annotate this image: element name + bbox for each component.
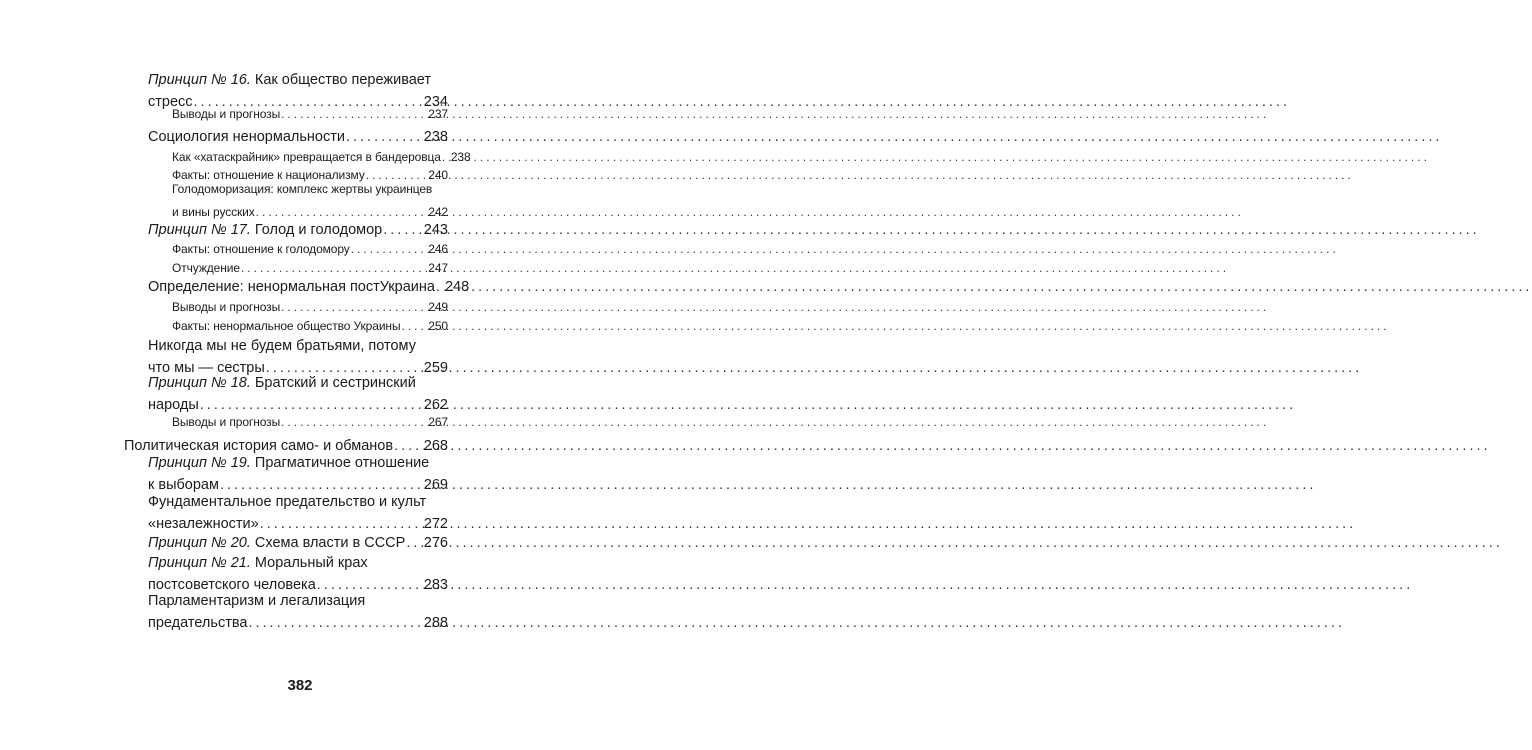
entry-page: 272 <box>423 516 448 532</box>
leader-dots <box>260 516 423 532</box>
entry-page: 234 <box>423 94 448 110</box>
entry-title: народы <box>148 397 199 413</box>
entry-page: 246 <box>428 242 448 256</box>
entry-page: 288 <box>423 615 448 631</box>
entry-title: постсоветского человека <box>148 577 316 593</box>
leader-dots <box>266 360 423 376</box>
toc-entry <box>148 593 448 631</box>
entry-title: «незалежности» <box>148 516 259 532</box>
leader-dots <box>256 205 428 219</box>
entry-prefix: Принцип № 20. <box>148 535 251 551</box>
toc-entry <box>124 435 448 454</box>
entry-page: 242 <box>428 205 448 219</box>
entry-title: Прагматичное отношение <box>250 455 430 471</box>
entry-title: что мы — сестры <box>148 360 265 376</box>
entry-title: Политическая история само- и обманов <box>124 438 394 454</box>
entry-title: Фундаментальное предательство и культ <box>148 494 427 510</box>
toc-entry <box>172 257 448 275</box>
entry-title: предательства <box>148 615 248 631</box>
leader-dots <box>281 107 427 121</box>
entry-title: Братский и сестринский <box>250 375 416 391</box>
entry-title: к выборам <box>148 477 219 493</box>
entry-title: Голодоморизация: комплекс жертвы украинцев <box>172 182 433 196</box>
leader-dots <box>401 319 427 333</box>
leader-dots <box>248 615 422 631</box>
entry-title: Социология ненормальности <box>148 129 345 145</box>
page-number: 382 <box>287 677 313 694</box>
entry-page: 262 <box>423 397 448 413</box>
toc-entry <box>148 219 448 238</box>
toc-entry <box>148 555 448 593</box>
entry-title: Схема власти в СССР <box>250 535 406 551</box>
entry-title: Отчуждение <box>172 261 240 275</box>
entry-title: стресс <box>148 94 193 110</box>
toc-entry <box>172 315 448 333</box>
entry-title: Определение: ненормальная постУкраина <box>148 279 435 295</box>
leader-dots <box>366 168 428 182</box>
entry-title: Как общество переживает <box>250 72 432 88</box>
entry-title: Никогда мы не будем братьями, потому <box>148 338 416 354</box>
toc-entry <box>148 375 448 413</box>
entry-prefix: Принцип № 21. <box>148 555 251 571</box>
entry-page: 248 <box>444 279 470 295</box>
entry-page: 243 <box>423 222 448 238</box>
leader-dots <box>241 261 427 275</box>
toc-entry <box>172 103 448 121</box>
leader-dots <box>220 477 423 493</box>
entry-prefix: Принцип № 16. <box>148 72 251 88</box>
entry-page: 269 <box>423 477 448 493</box>
entry-page: 268 <box>423 438 448 454</box>
entry-page: 249 <box>428 300 448 314</box>
toc-entry <box>148 126 448 145</box>
leader-dots <box>394 438 423 454</box>
leader-dots <box>436 279 444 295</box>
toc-entry <box>148 276 470 295</box>
entry-title: Факты: отношение к голодомору <box>172 242 350 256</box>
entry-title: Выводы и прогнозы <box>172 415 281 429</box>
entry-page: 247 <box>428 261 448 275</box>
entry-page: 250 <box>428 319 448 333</box>
entry-page: 267 <box>428 415 448 429</box>
entry-title: Факты: отношение к национализму <box>172 168 365 182</box>
leader-dots <box>442 150 450 164</box>
leader-dots <box>346 129 423 145</box>
toc-entry <box>148 494 448 532</box>
entry-page: 237 <box>428 107 448 121</box>
toc-entry <box>172 164 448 182</box>
leader-dots <box>281 415 427 429</box>
entry-title: и вины русских <box>172 205 255 219</box>
entry-title: Парламентаризм и легализация <box>148 593 366 609</box>
toc-entry <box>172 238 448 256</box>
entry-title: Факты: ненормальное общество Украины <box>172 319 401 333</box>
entry-prefix: Принцип № 17. <box>148 222 251 238</box>
leader-dots <box>406 535 422 551</box>
toc-entry <box>172 182 448 219</box>
entry-prefix: Принцип № 18. <box>148 375 251 391</box>
toc-entry <box>148 338 448 376</box>
entry-title: Выводы и прогнозы <box>172 300 281 314</box>
entry-page: 276 <box>423 535 448 551</box>
entry-title: Выводы и прогнозы <box>172 107 281 121</box>
entry-page: 259 <box>423 360 448 376</box>
entry-prefix: Принцип № 19. <box>148 455 251 471</box>
entry-page: 283 <box>423 577 448 593</box>
entry-page: 238 <box>423 129 448 145</box>
entry-page: 240 <box>428 168 448 182</box>
leader-dots <box>317 577 423 593</box>
toc-entry <box>172 411 448 429</box>
toc-entry <box>172 146 471 164</box>
leader-dots <box>383 222 423 238</box>
entry-title: Голод и голодомор <box>250 222 383 238</box>
leader-dots <box>351 242 428 256</box>
toc-entry <box>148 455 448 493</box>
toc-entry <box>172 296 448 314</box>
entry-title: Как «хатаскрайник» превращается в бандеровца <box>172 150 441 164</box>
toc-entry <box>148 532 448 551</box>
leader-dots <box>281 300 427 314</box>
entry-title: Моральный крах <box>250 555 368 571</box>
entry-page: 238 <box>450 150 471 164</box>
